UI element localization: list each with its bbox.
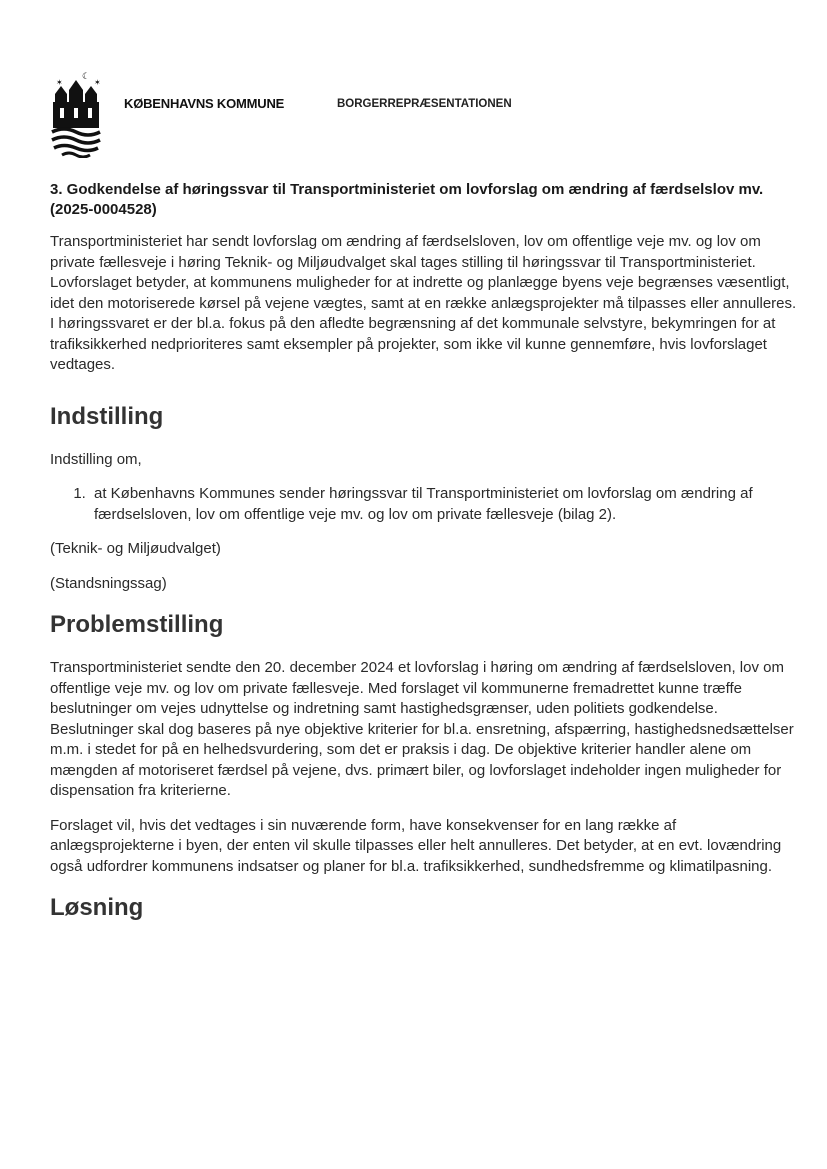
indstilling-list — [50, 484, 802, 525]
committee-label: (Teknik- og Miljøudvalget) — [50, 540, 221, 557]
case-summary: Transportministeriet har sendt lovforslag om ændring af færdselsloven, lov om offentlige veje mv. og lov om private fællesveje i høring Teknik- og Miljøudvalget skal tages stilling til høringssvar til Transportministeriet. Lovforslaget betyder, at kommunens muligheder for at indrette og planlægge byens veje begrænses væsentligt, idet den motoriserede kørsel på vejene vægtes, samt at en række anlægsprojekter må tilpasses eller annulleres. I høringssvaret er der bl.a. fokus på den afledte begrænsning af det kommunale selvstyre, bekymringen for at trafiksikkerhed nedprioriteres samt eksempler på projekter, som ikke vil kunne gennemføre, hvis lovforslaget vedtages. — [50, 233, 797, 373]
svg-text:✶: ✶ — [56, 78, 63, 87]
document-body — [50, 180, 802, 923]
section-heading-indstilling: Indstilling — [50, 402, 164, 430]
indstilling-intro: Indstilling om, — [50, 450, 142, 468]
coat-of-arms-icon — [50, 70, 102, 158]
svg-text:☾: ☾ — [82, 72, 91, 82]
department-name: BORGERREPRÆSENTATIONEN — [337, 98, 512, 110]
case-type-label: (Standsningssag) — [50, 574, 167, 592]
problemstilling-paragraph: Transportministeriet sendte den 20. december 2024 et lovforslag i høring om ændring af færdselsloven, lov om offentlige veje mv. og lov om private fællesveje. Med forslaget vil kommunerne fremadrettet kunne træffe beslutninger om vejes udnyttelse og indretning samt hastighedsgrænser, uden politiets godkendelse. Beslutninger skal dog baseres på nye objektive kriterier for bl.a. ensretning, afspærring, hastighedsnedsættelser m.m. i stedet for på en helhedsvurdering, som det er praksis i dag. De objektive kriterier handler alene om mængden af motoriseret færdsel på vejene, dvs. primært biler, og lovforslaget indeholder ingen muligheder for dispensation fra kriterierne. — [50, 659, 794, 799]
section-heading-loesning: Løsning — [50, 894, 144, 921]
section-heading-problemstilling: Problemstilling — [50, 611, 224, 638]
case-title: 3. Godkendelse af høringssvar til Transportministeriet om lovforslag om ændring af færdselslov mv. (2025-0004528) — [50, 181, 764, 218]
organization-name: KØBENHAVNS KOMMUNE — [124, 96, 285, 111]
problemstilling-paragraph: Forslaget vil, hvis det vedtages i sin nuværende form, have konsekvenser for en lang række af anlægsprojekterne i byen, der enten vil skulle tilpasses eller helt annulleres. Det betyder, at en evt. lovændring også udfordrer kommunens indsatser og planer for bl.a. trafiksikkerhed, sundhedsfremme og klimatilpasning. — [50, 816, 782, 875]
svg-text:✶: ✶ — [94, 78, 101, 87]
list-item: 1. at Københavns Kommunes sender høringssvar til Transportministeriet om lovforslag om ændring af færdselsloven, lov om offentlige veje mv. og lov om private fællesveje (bilag 2). — [90, 484, 802, 525]
page-header — [50, 70, 790, 160]
